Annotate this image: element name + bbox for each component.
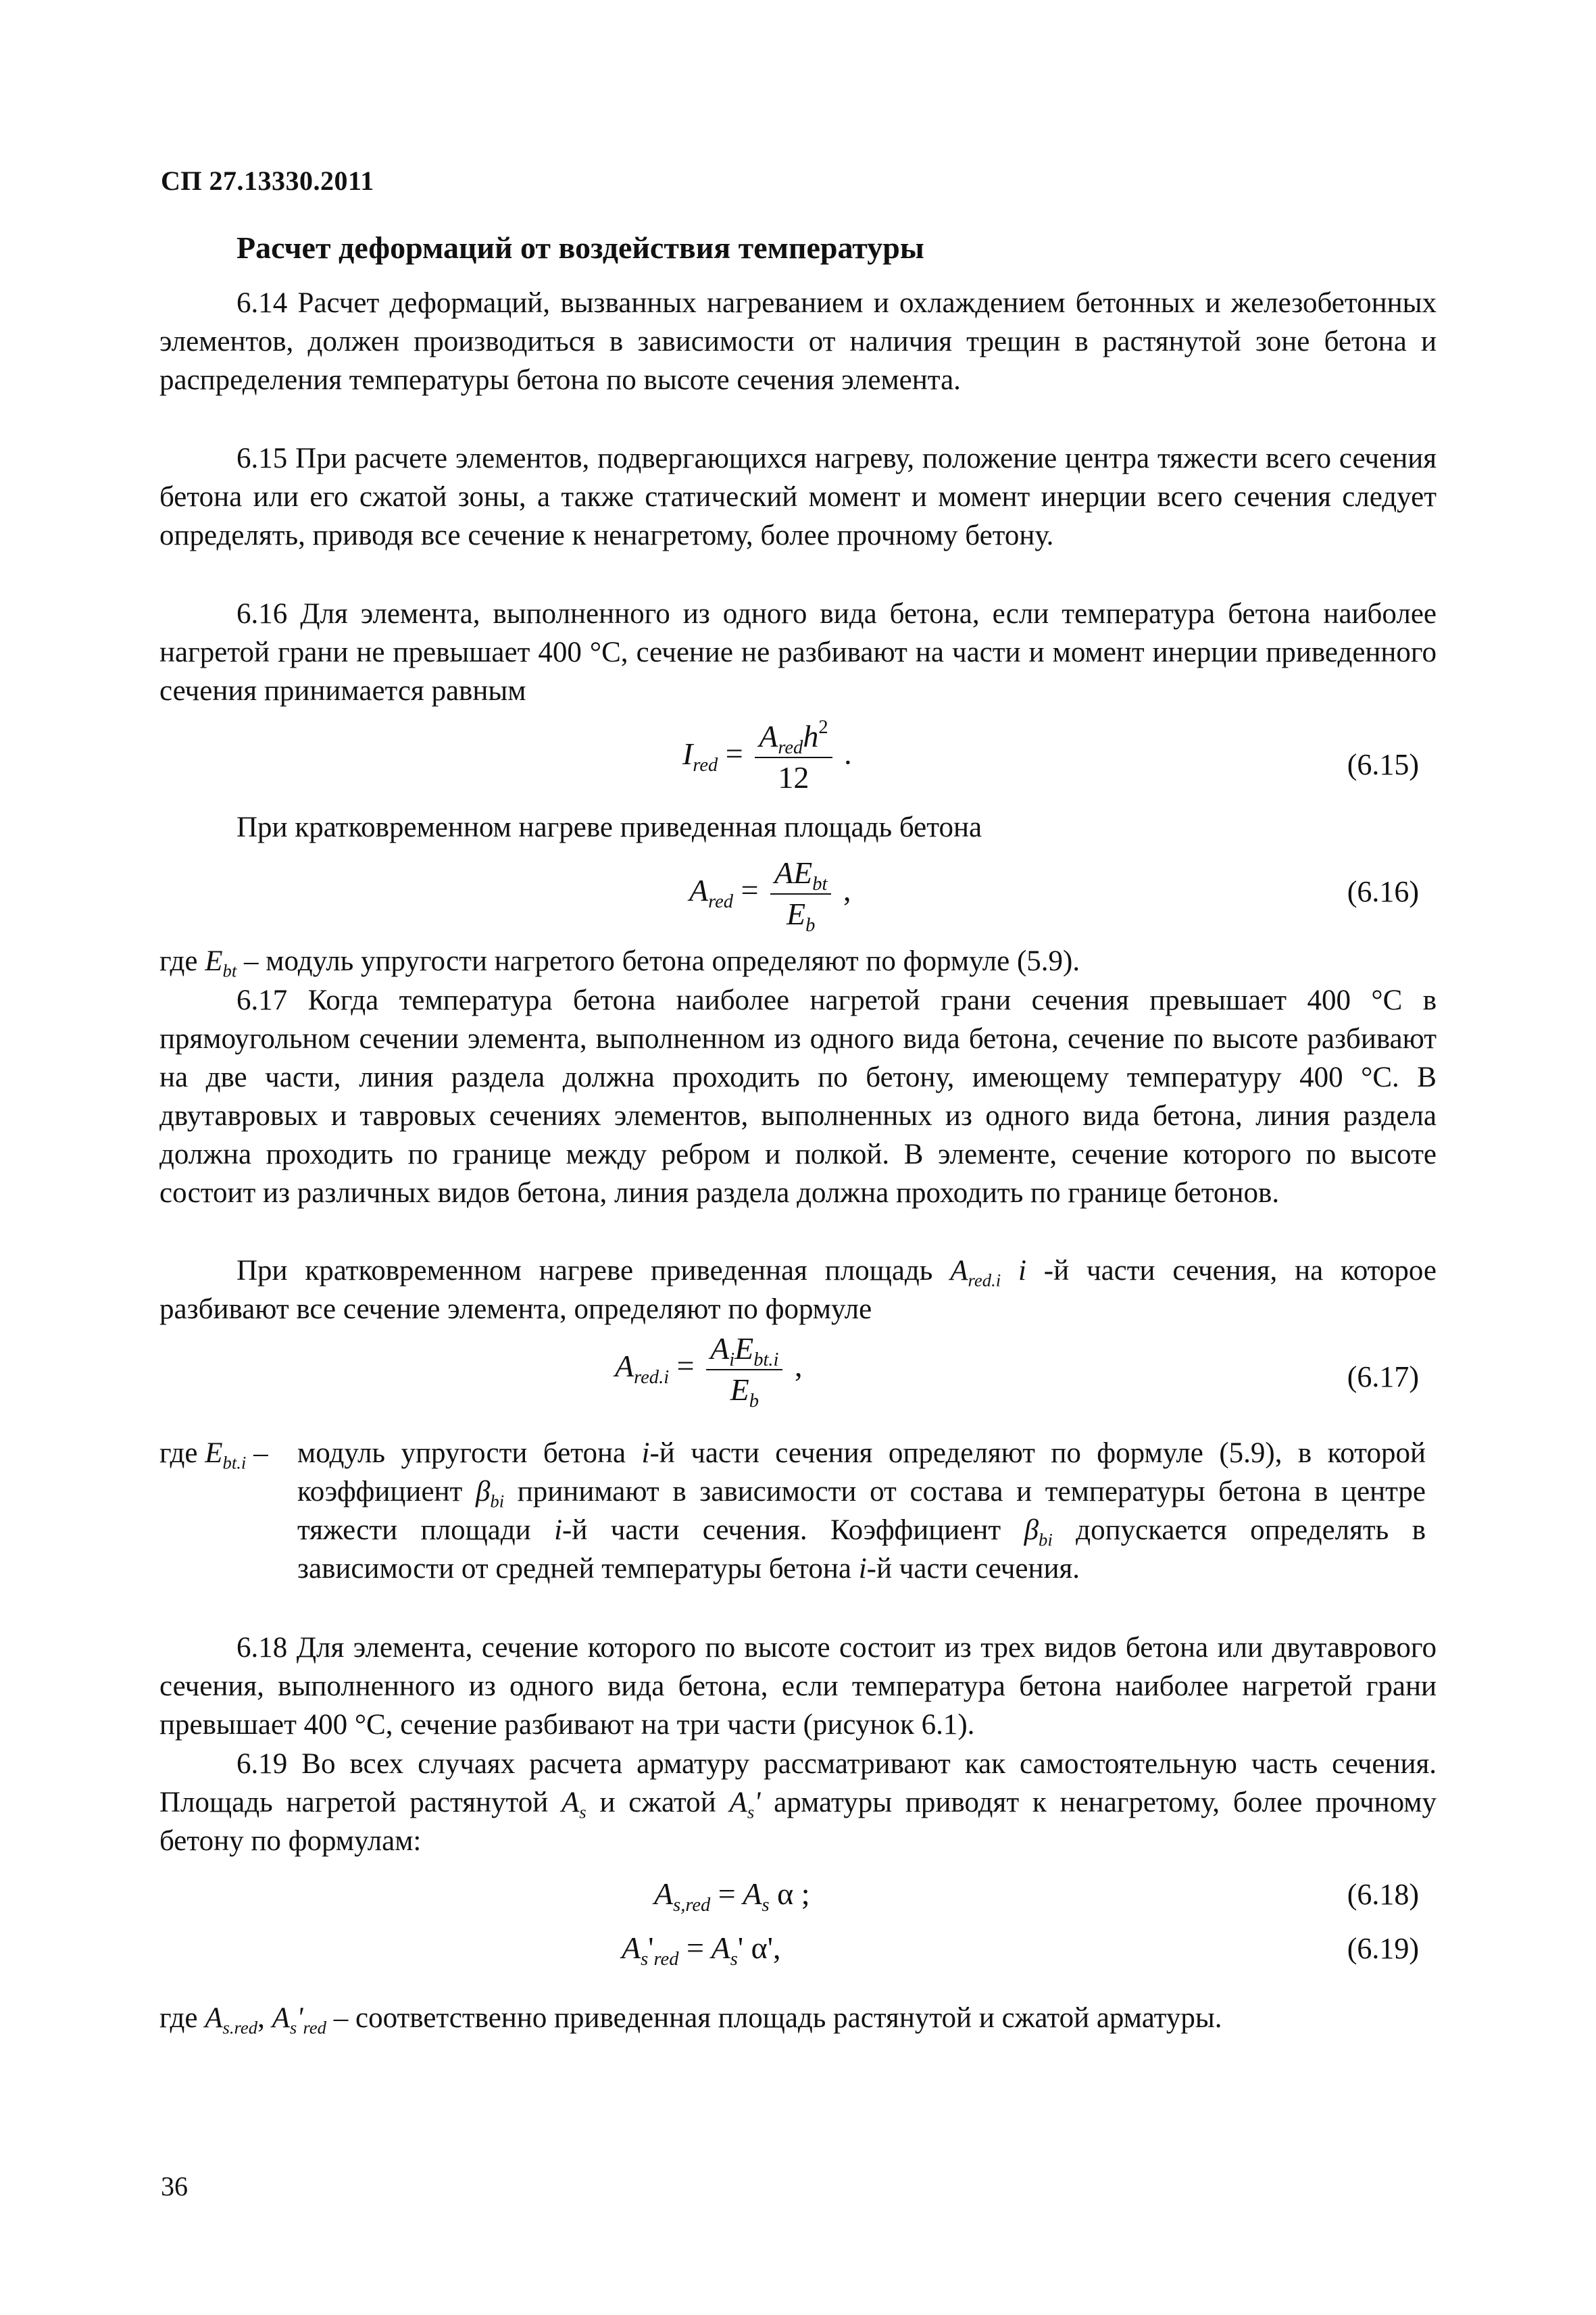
- document-code-header: СП 27.13330.2011: [161, 166, 374, 196]
- short-heat-text: При кратковременном нагреве приведенная площадь бетона: [236, 812, 982, 843]
- formula-6-15: $I_{red}$ = $\frac{A_{red}h^2}{12}$ .: [682, 716, 852, 797]
- formula-6-19: $A_s'_{red} = A_s'$ α',: [622, 1931, 781, 1970]
- equation-number-6-17: (6.17): [1347, 1360, 1419, 1393]
- where-as-text: где $A_{s.red}$, $A_s'_{red}$ – соответственно приведенная площадь растянутой и сжатой арматуры.: [159, 2002, 1222, 2038]
- definition-body: модуль упругости бетона i-й части сечения определяют по формуле (5.9), в которой коэффициент $\beta_{bi}$ принимают в зависимости от состава и температуры бетона в центре тяжести площади i-й части сечения. Коэффициент $\beta_{bi}$ допускается определять в зависимости от средней температуры бетона i-й части сечения.: [297, 1437, 1426, 1585]
- paragraph-6-16: 6.16 Для элемента, выполненного из одного вида бетона, если температура бетона наиболее нагретой грани не превышает 400 °С, сечение не разбивают на части и момент инерции приведенного сечения принимается равным: [159, 598, 1437, 707]
- formula-fraction: $\frac{A_{red}h^2}{12}$: [755, 716, 832, 797]
- paragraph-6-17: 6.17 Когда температура бетона наиболее нагретой грани сечения превышает 400 °С в прямоугольном сечении элемента, выполненном из одного вида бетона, сечение по высоте разбивают на две части, линия раздела должна проходить по бетону, имеющему температуру 400 °С. В двутавровых и тавровых сечениях элементов, выполненных из одного вида бетона, линия раздела должна проходить по границе между ребром и полкой. В элементе, сечение которого по высоте состоит из различных видов бетона, линия раздела должна проходить по границе бетонов.: [159, 985, 1437, 1209]
- short-heat-part-text: При кратковременном нагреве приведенная площадь $A_{red.i}$ i -й части сечения, на которое разбивают все сечение элемента, определяют по формуле: [159, 1255, 1437, 1325]
- formula-6-17: $A_{red.i}$ = $\frac{A_iE_{bt.i}}{E_b}$ ,: [615, 1328, 802, 1410]
- formula-lhs: $I_{red}$: [682, 736, 718, 776]
- formula-6-18: $A_{s,red} = A_s$ α ;: [654, 1876, 810, 1916]
- formula-6-16: $A_{red}$ = $\frac{AE_{bt}}{E_b}$ ,: [689, 853, 851, 934]
- where-ebt-text: где $E_{bt}$ – модуль упругости нагретого бетона определяют по формуле (5.9).: [159, 945, 1080, 981]
- paragraph-6-18: 6.18 Для элемента, сечение которого по высоте состоит из трех видов бетона или двутаврового сечения, выполненного из одного вида бетона, если температура бетона наиболее нагретой грани превышает 400 °С, сечение разбивают на три части (рисунок 6.1).: [159, 1632, 1437, 1741]
- equation-number-6-18: (6.18): [1347, 1878, 1419, 1911]
- equation-number-6-19: (6.19): [1347, 1932, 1419, 1965]
- where-ebti-definition: [159, 1434, 1437, 1588]
- page-number: 36: [161, 2171, 188, 2201]
- paragraph-6-19: 6.19 Во всех случаях расчета арматуру рассматривают как самостоятельную часть сечения. Площадь нагретой растянутой $A_s$ и сжатой $A_s'$ арматуры приводят к ненагретому, более прочному бетону по формулам:: [159, 1748, 1437, 1857]
- equation-number-6-16: (6.16): [1347, 875, 1419, 908]
- section-title: Расчет деформаций от воздействия температуры: [236, 230, 924, 265]
- paragraph-6-14: 6.14 Расчет деформаций, вызванных нагреванием и охлаждением бетонных и железобетонных элементов, должен производиться в зависимости от наличия трещин в растянутой зоне бетона и распределения температуры бетона по высоте сечения элемента.: [159, 287, 1437, 396]
- definition-term: где $E_{bt.i}$ –: [159, 1437, 268, 1473]
- paragraph-6-15: 6.15 При расчете элементов, подвергающихся нагреву, положение центра тяжести всего сечения бетона или его сжатой зоны, а также статический момент и момент инерции всего сечения следует определять, приводя все сечение к ненагретому, более прочному бетону.: [159, 443, 1437, 551]
- equation-number-6-15: (6.15): [1347, 748, 1419, 781]
